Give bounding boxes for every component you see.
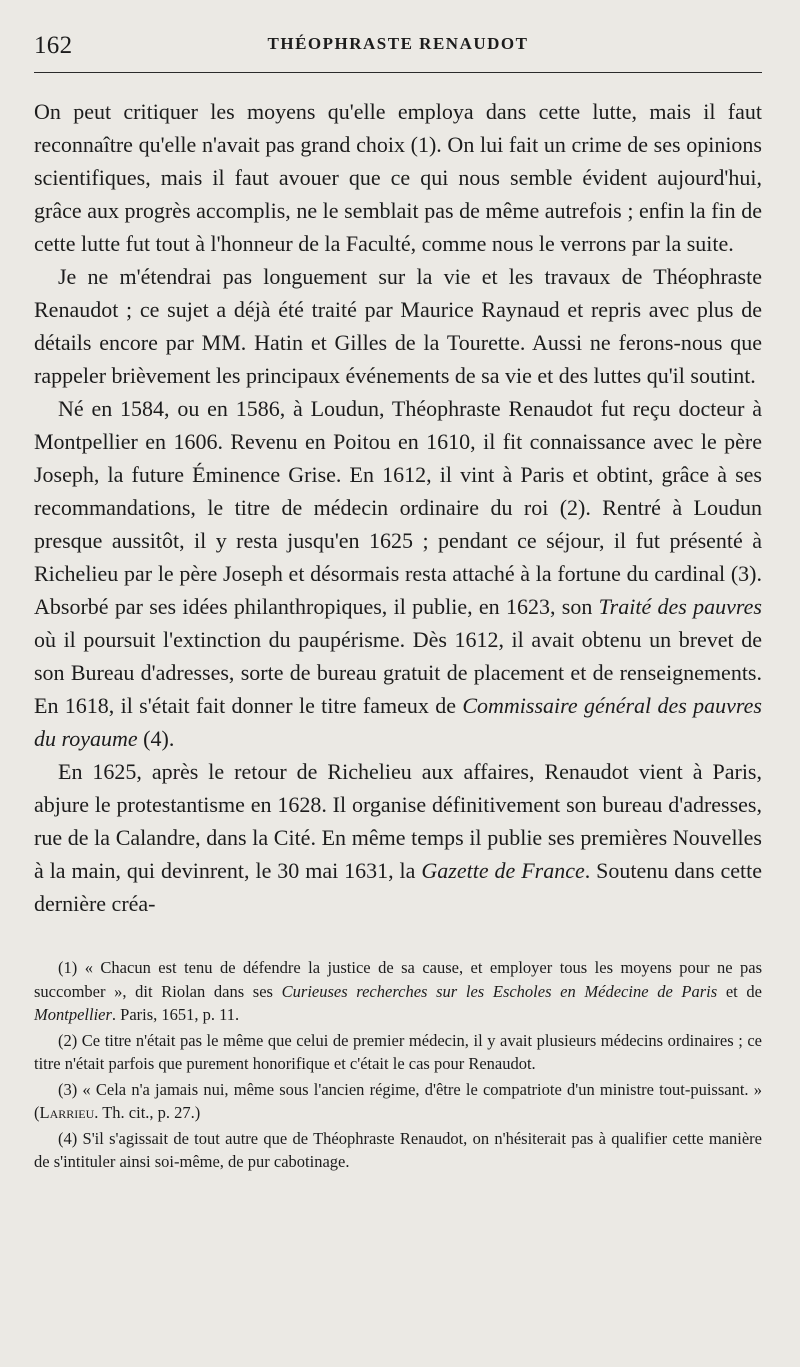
title-traite-des-pauvres: Traité des pauvres xyxy=(598,594,762,619)
footnote-3 xyxy=(34,1078,762,1125)
footnote-1-text-b: et de xyxy=(717,981,762,1001)
footnote-1 xyxy=(34,956,762,1027)
paragraph-1: On peut critiquer les moyens qu'elle employa dans cette lutte, mais il faut reconnaître qu'elle n'avait pas grand choix (1). On lui fait un crime de ses opinions scientifiques, mais il faut avouer que ce qui nous semble évident aujourd'hui, grâce aux progrès accomplis, ne le semblait pas de même autrefois ; enfin la fin de cette lutte fut tout à l'honneur de la Faculté, comme nous le verrons par la suite. xyxy=(34,99,762,256)
footnotes xyxy=(34,956,762,1174)
header-rule xyxy=(34,72,762,73)
paragraph-4-text-a: En 1625, après le retour de Richelieu aux affaires, Renaudot vient à Paris, abjure le protestantisme en 1628. Il organise définitivement son bureau d'adresses, rue de la Calandre, dans la Cité. En même temps il publie ses premières Nouvelles à la main, qui devinrent, le 30 mai 1631, la xyxy=(34,759,762,883)
title-commissaire-general: Commissaire général des pauvres du royaume xyxy=(34,693,762,751)
footnote-1-italic-title: Curieuses recherches sur les Escholes en Médecine de Paris xyxy=(281,981,718,1001)
paragraph-4 xyxy=(34,755,762,920)
paragraph-3-text-b: où il poursuit l'extinction du paupérisme. Dès 1612, il avait obtenu un brevet de son Bureau d'adresses, sorte de bureau gratuit de placement et de renseignements. En 1618, il s'était fait donner le titre fameux de xyxy=(34,627,762,718)
footnote-3-text-a: (3) « Cela n'a jamais nui, même sous l'ancien régime, d'être le compatriote d'un ministre tout-puissant. » ( xyxy=(34,1079,762,1122)
page-header xyxy=(34,26,762,62)
footnote-1-text-c: . Paris, 1651, p. 11. xyxy=(111,1005,240,1024)
main-text xyxy=(34,95,762,920)
paragraph-3-text-c: (4). xyxy=(137,726,175,751)
running-title: THÉOPHRASTE RENAUDOT xyxy=(267,34,529,53)
footnote-1-italic-montpellier: Montpellier xyxy=(34,1005,112,1024)
title-gazette-de-france: Gazette de France xyxy=(421,858,585,883)
footnote-2: (2) Ce titre n'était pas le même que celui de premier médecin, il y avait plusieurs médecins ordinaires ; ce titre n'était parfois que purement honorifique et c'était le cas pour Renaudot. xyxy=(34,1030,762,1073)
footnote-4: (4) S'il s'agissait de tout autre que de Théophraste Renaudot, on n'hésiterait pas à qualifier cette manière de s'intituler ainsi soi-même, de pur cabotinage. xyxy=(34,1128,762,1171)
page-number: 162 xyxy=(34,32,73,59)
paragraph-3 xyxy=(34,392,762,755)
footnote-3-text-b: . Th. cit., p. 27.) xyxy=(94,1103,201,1122)
footnote-3-author: Larrieu xyxy=(39,1103,95,1122)
footnote-1-text-a: (1) « Chacun est tenu de défendre la justice de sa cause, et employer tous les moyens pour ne pas succomber », dit Riolan dans ses xyxy=(34,958,762,1001)
paragraph-4-text-b: . Soutenu dans cette dernière créa- xyxy=(34,858,762,916)
paragraph-2: Je ne m'étendrai pas longuement sur la vie et les travaux de Théophraste Renaudot ; ce sujet a déjà été traité par Maurice Raynaud et repris avec plus de détails encore par MM. Hatin et Gilles de la Tourette. Aussi ne ferons-nous que rappeler brièvement les principaux événements de sa vie et des luttes qu'il soutint. xyxy=(34,264,762,388)
paragraph-3-text-a: Né en 1584, ou en 1586, à Loudun, Théophraste Renaudot fut reçu docteur à Montpellier en 1606. Revenu en Poitou en 1610, il fit connaissance avec le père Joseph, la future Éminence Grise. En 1612, il vint à Paris et obtint, grâce à ses recommandations, le titre de médecin ordinaire du roi (2). Rentré à Loudun presque aussitôt, il y resta jusqu'en 1625 ; pendant ce séjour, il fut présenté à Richelieu par le père Joseph et désormais resta attaché à la fortune du cardinal (3). Absorbé par ses idées philanthropiques, il publie, en 1623, son xyxy=(34,396,762,619)
